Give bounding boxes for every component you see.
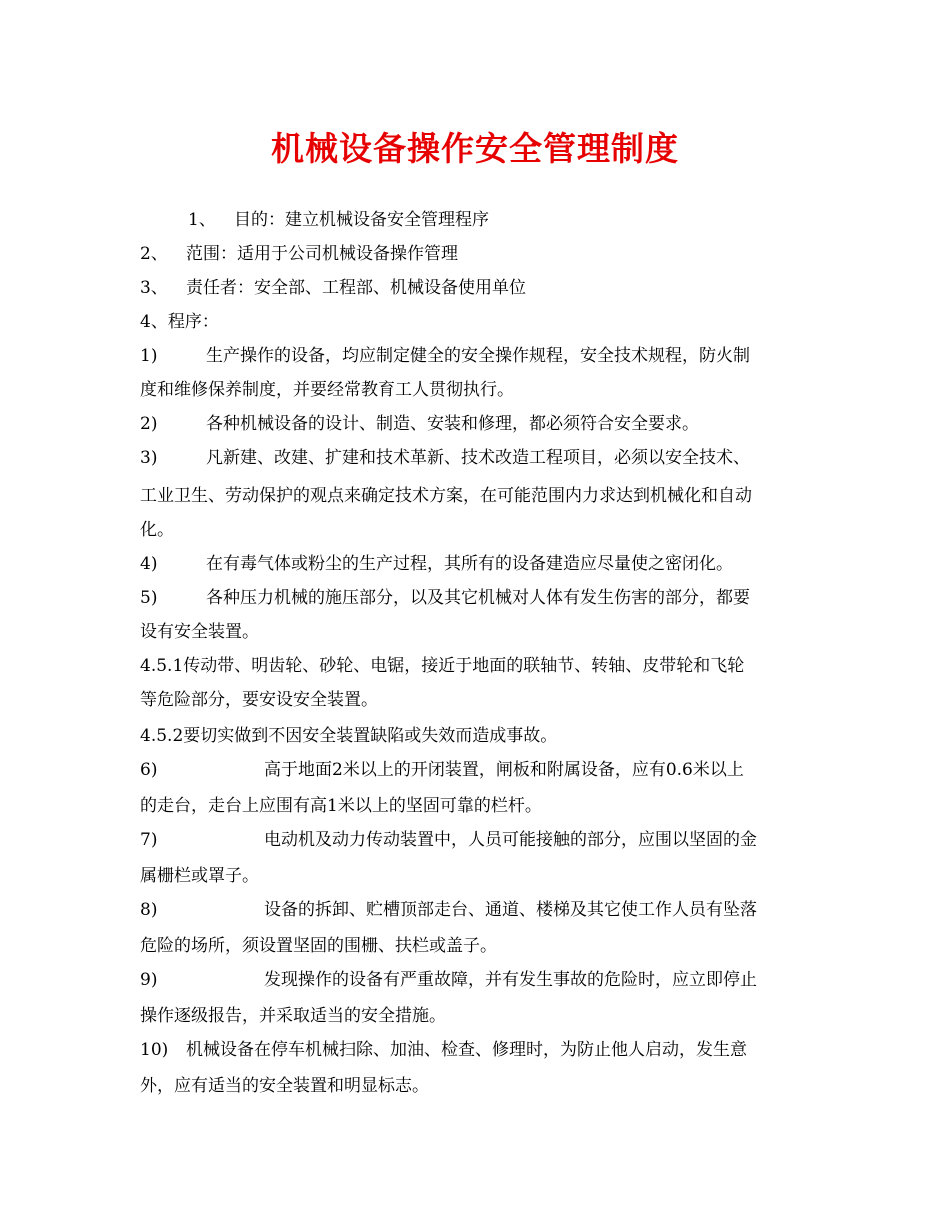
- item-number: 8): [140, 900, 158, 920]
- line-text: 凡新建、改建、扩建和技术革新、技术改造工程项目，必须以安全技术、: [206, 448, 750, 468]
- line-text: 电动机及动力传动装置中，人员可能接触的部分，应围以坚固的金: [264, 830, 757, 850]
- line-text: 发现操作的设备有严重故障，并有发生事故的危险时，应立即停止: [264, 970, 757, 990]
- paragraph-line: [140, 614, 820, 650]
- line-text: 各种机械设备的设计、制造、安装和修理，都必须符合安全要求。: [206, 414, 699, 434]
- paragraph-line: [140, 998, 820, 1034]
- item-number: 2、: [140, 244, 168, 264]
- line-text: 外，应有适当的安全装置和明显标志。: [140, 1076, 429, 1096]
- line-text: 属栅栏或罩子。: [140, 866, 259, 886]
- paragraph-line: [140, 546, 820, 582]
- line-text: 化。: [140, 520, 174, 540]
- paragraph-line: [140, 580, 820, 616]
- line-text: 设有安全装置。: [140, 622, 259, 642]
- line-text: 4、程序：: [140, 312, 219, 332]
- paragraph-line: [140, 928, 820, 964]
- line-text: 在有毒气体或粉尘的生产过程，其所有的设备建造应尽量使之密闭化。: [206, 554, 733, 574]
- item-number: 3): [140, 448, 158, 468]
- paragraph-line: [140, 406, 820, 442]
- item-number: 9): [140, 970, 158, 990]
- item-number: 10): [140, 1040, 169, 1060]
- line-text: 危险的场所，须设置坚固的围栅、扶栏或盖子。: [140, 936, 497, 956]
- paragraph-line: [140, 270, 820, 306]
- item-number: 7): [140, 830, 158, 850]
- paragraph-line: [140, 338, 820, 374]
- line-text: 设备的拆卸、贮槽顶部走台、通道、楼梯及其它使工作人员有坠落: [264, 900, 757, 920]
- line-text: 4.5.1传动带、明齿轮、砂轮、电锯，接近于地面的联轴节、转轴、皮带轮和飞轮: [140, 656, 745, 676]
- paragraph-line: [140, 304, 820, 340]
- item-number: 6): [140, 760, 158, 780]
- line-text: 生产操作的设备，均应制定健全的安全操作规程，安全技术规程，防火制: [206, 346, 750, 366]
- paragraph-line: [140, 1032, 820, 1068]
- line-text: 机械设备在停车机械扫除、加油、检查、修理时，为防止他人启动，发生意: [186, 1040, 747, 1060]
- line-text: 等危险部分，要安设安全装置。: [140, 690, 378, 710]
- paragraph-line: [140, 682, 820, 718]
- paragraph-line: [188, 202, 868, 238]
- paragraph-line: [140, 858, 820, 894]
- paragraph-line: [140, 752, 820, 788]
- item-number: 1、: [188, 210, 216, 230]
- item-number: 4): [140, 554, 158, 574]
- paragraph-line: [140, 822, 820, 858]
- line-text: 操作逐级报告，并采取适当的安全措施。: [140, 1006, 446, 1026]
- line-text: 的走台，走台上应围有高1米以上的坚固可靠的栏杆。: [140, 796, 542, 816]
- item-number: 2): [140, 414, 158, 434]
- paragraph-line: [140, 236, 820, 272]
- line-text: 责任者：安全部、工程部、机械设备使用单位: [186, 278, 526, 298]
- paragraph-line: [140, 440, 820, 476]
- line-text: 工业卫生、劳动保护的观点来确定技术方案，在可能范围内力求达到机械化和自动: [140, 486, 752, 506]
- line-text: 范围：适用于公司机械设备操作管理: [186, 244, 458, 264]
- paragraph-line: [140, 372, 820, 408]
- paragraph-line: [140, 512, 820, 548]
- paragraph-line: [140, 648, 820, 684]
- document-title: 机械设备操作安全管理制度: [271, 129, 679, 168]
- line-text: 度和维修保养制度，并要经常教育工人贯彻执行。: [140, 380, 514, 400]
- paragraph-line: [140, 962, 820, 998]
- line-text: 4.5.2要切实做到不因安全装置缺陷或失效而造成事故。: [140, 726, 558, 746]
- paragraph-line: [140, 892, 820, 928]
- item-number: 1): [140, 346, 158, 366]
- item-number: 5): [140, 588, 158, 608]
- item-number: 3、: [140, 278, 168, 298]
- paragraph-line: [140, 718, 820, 754]
- paragraph-line: [140, 1068, 820, 1104]
- line-text: 高于地面2米以上的开闭装置，闸板和附属设备，应有0.6米以上: [264, 760, 744, 780]
- line-text: 各种压力机械的施压部分，以及其它机械对人体有发生伤害的部分，都要: [206, 588, 750, 608]
- paragraph-line: [140, 478, 820, 514]
- paragraph-line: [140, 788, 820, 824]
- line-text: 目的：建立机械设备安全管理程序: [234, 210, 489, 230]
